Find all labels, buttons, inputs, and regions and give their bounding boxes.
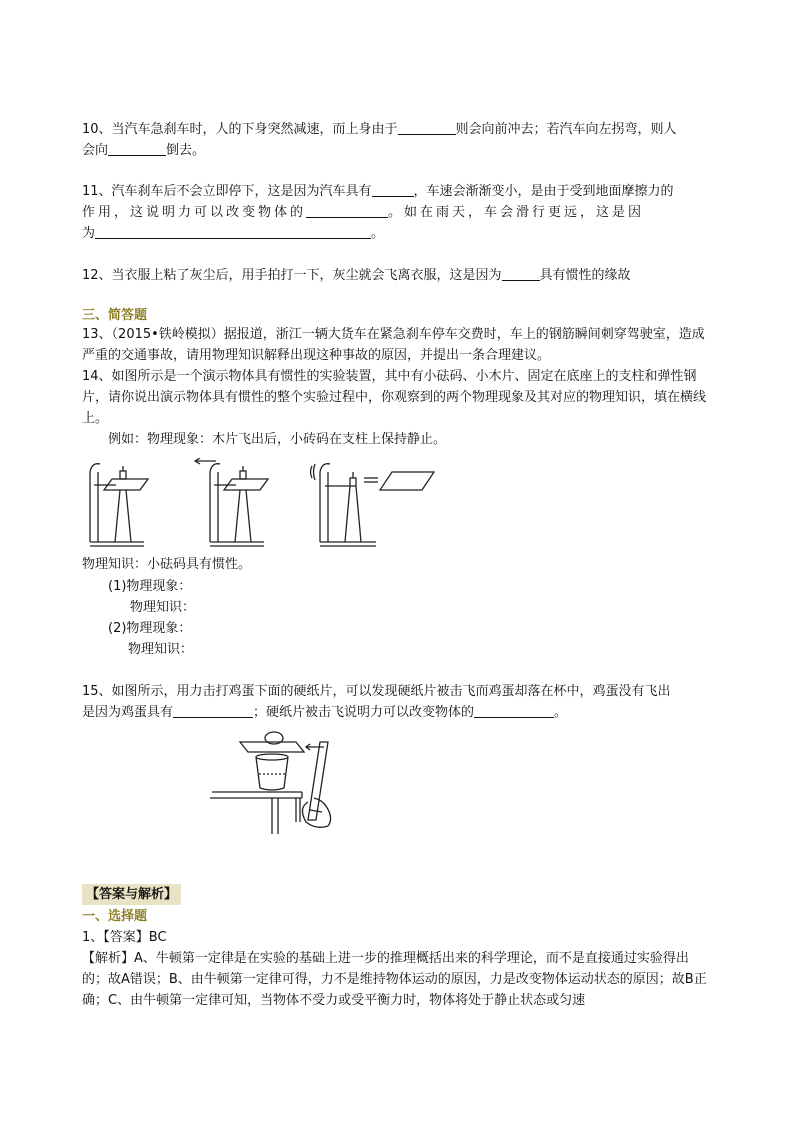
question-12: 12、当衣服上粘了灰尘后，用手拍打一下，灰尘就会飞离衣服，这是因为 具有惯性的缘故 — [82, 268, 631, 283]
answer-blank[interactable] — [173, 703, 253, 718]
section-heading: 一、选择题 — [82, 909, 148, 924]
knowledge-2-label: 物理知识： — [128, 642, 194, 657]
question-11: 11、汽车刹车后不会立即停下，这是因为汽车具有 ，车速会渐渐变小，是由于受到地面摩擦力的 作用，这说明力可以改变物体的 。如在雨天，车会滑行更远，这是因 为 。 — [82, 184, 674, 241]
example-text: 例如：物理现象：木片飞出后，小砖码在支柱上保持静止。 — [108, 432, 447, 447]
answer-blank[interactable] — [95, 224, 371, 239]
question-13: 13、（2015•铁岭模拟）据报道，浙江一辆大货车在紧急刹车停车交费时，车上的钢筋瞬间刺穿驾驶室，造成严重的交通事故，请用物理知识解释出现这种事故的原因，并提出一条合理建议。 — [82, 327, 705, 363]
apparatus-panel-3 — [311, 464, 435, 546]
egg-card-cup-figure — [210, 730, 340, 834]
apparatus-panel-2 — [195, 458, 268, 546]
answer-blank[interactable] — [474, 703, 554, 718]
phenomenon-2-label: (2)物理现象： — [108, 621, 192, 636]
phenomenon-1-label: (1)物理现象： — [108, 579, 192, 594]
answer-1-label: 1、【答案】BC — [82, 930, 167, 945]
knowledge-1-label: 物理知识： — [130, 600, 196, 615]
answers-heading: 【答案与解析】 — [82, 884, 181, 905]
section-heading: 三、简答题 — [82, 308, 148, 323]
answer-1-explanation: 【解析】A、牛顿第一定律是在实验的基础上进一步的推理概括出来的科学理论，而不是直接通过实验得出的；故A错误；B、由牛顿第一定律可得，力不是维持物体运动的原因，力是改变物体运动状态的原因；故B正确；C、由牛顿第一定律可知，当物体不受力或受平衡力时，物体将处于静止状态或匀速 — [82, 951, 707, 1008]
answer-blank[interactable] — [372, 182, 414, 197]
answer-blank[interactable] — [502, 266, 540, 281]
answer-blank[interactable] — [398, 120, 456, 135]
inertia-apparatus-figure — [82, 458, 472, 554]
question-10: 10、当汽车急刹车时，人的下身突然减速，而上身由于 则会向前冲去；若汽车向左拐弯，则人 会向 倒去。 — [82, 122, 677, 158]
answer-blank[interactable] — [306, 203, 388, 218]
question-14: 14、如图所示是一个演示物体具有惯性的实验装置，其中有小砝码、小木片、固定在底座上的支柱和弹性钢片，请你说出演示物体具有惯性的整个实验过程中，你观察到的两个物理现象及其对应的物理知识，填在横线上。 — [82, 369, 707, 426]
apparatus-panel-1 — [90, 464, 148, 546]
knowledge-example: 物理知识：小砝码具有惯性。 — [82, 557, 252, 572]
question-15: 15、如图所示，用力击打鸡蛋下面的硬纸片，可以发现硬纸片被击飞而鸡蛋却落在杯中，鸡蛋没有飞出 是因为鸡蛋具有 ；硬纸片被击飞说明力可以改变物体的 。 — [82, 684, 671, 720]
answer-blank[interactable] — [108, 141, 166, 156]
